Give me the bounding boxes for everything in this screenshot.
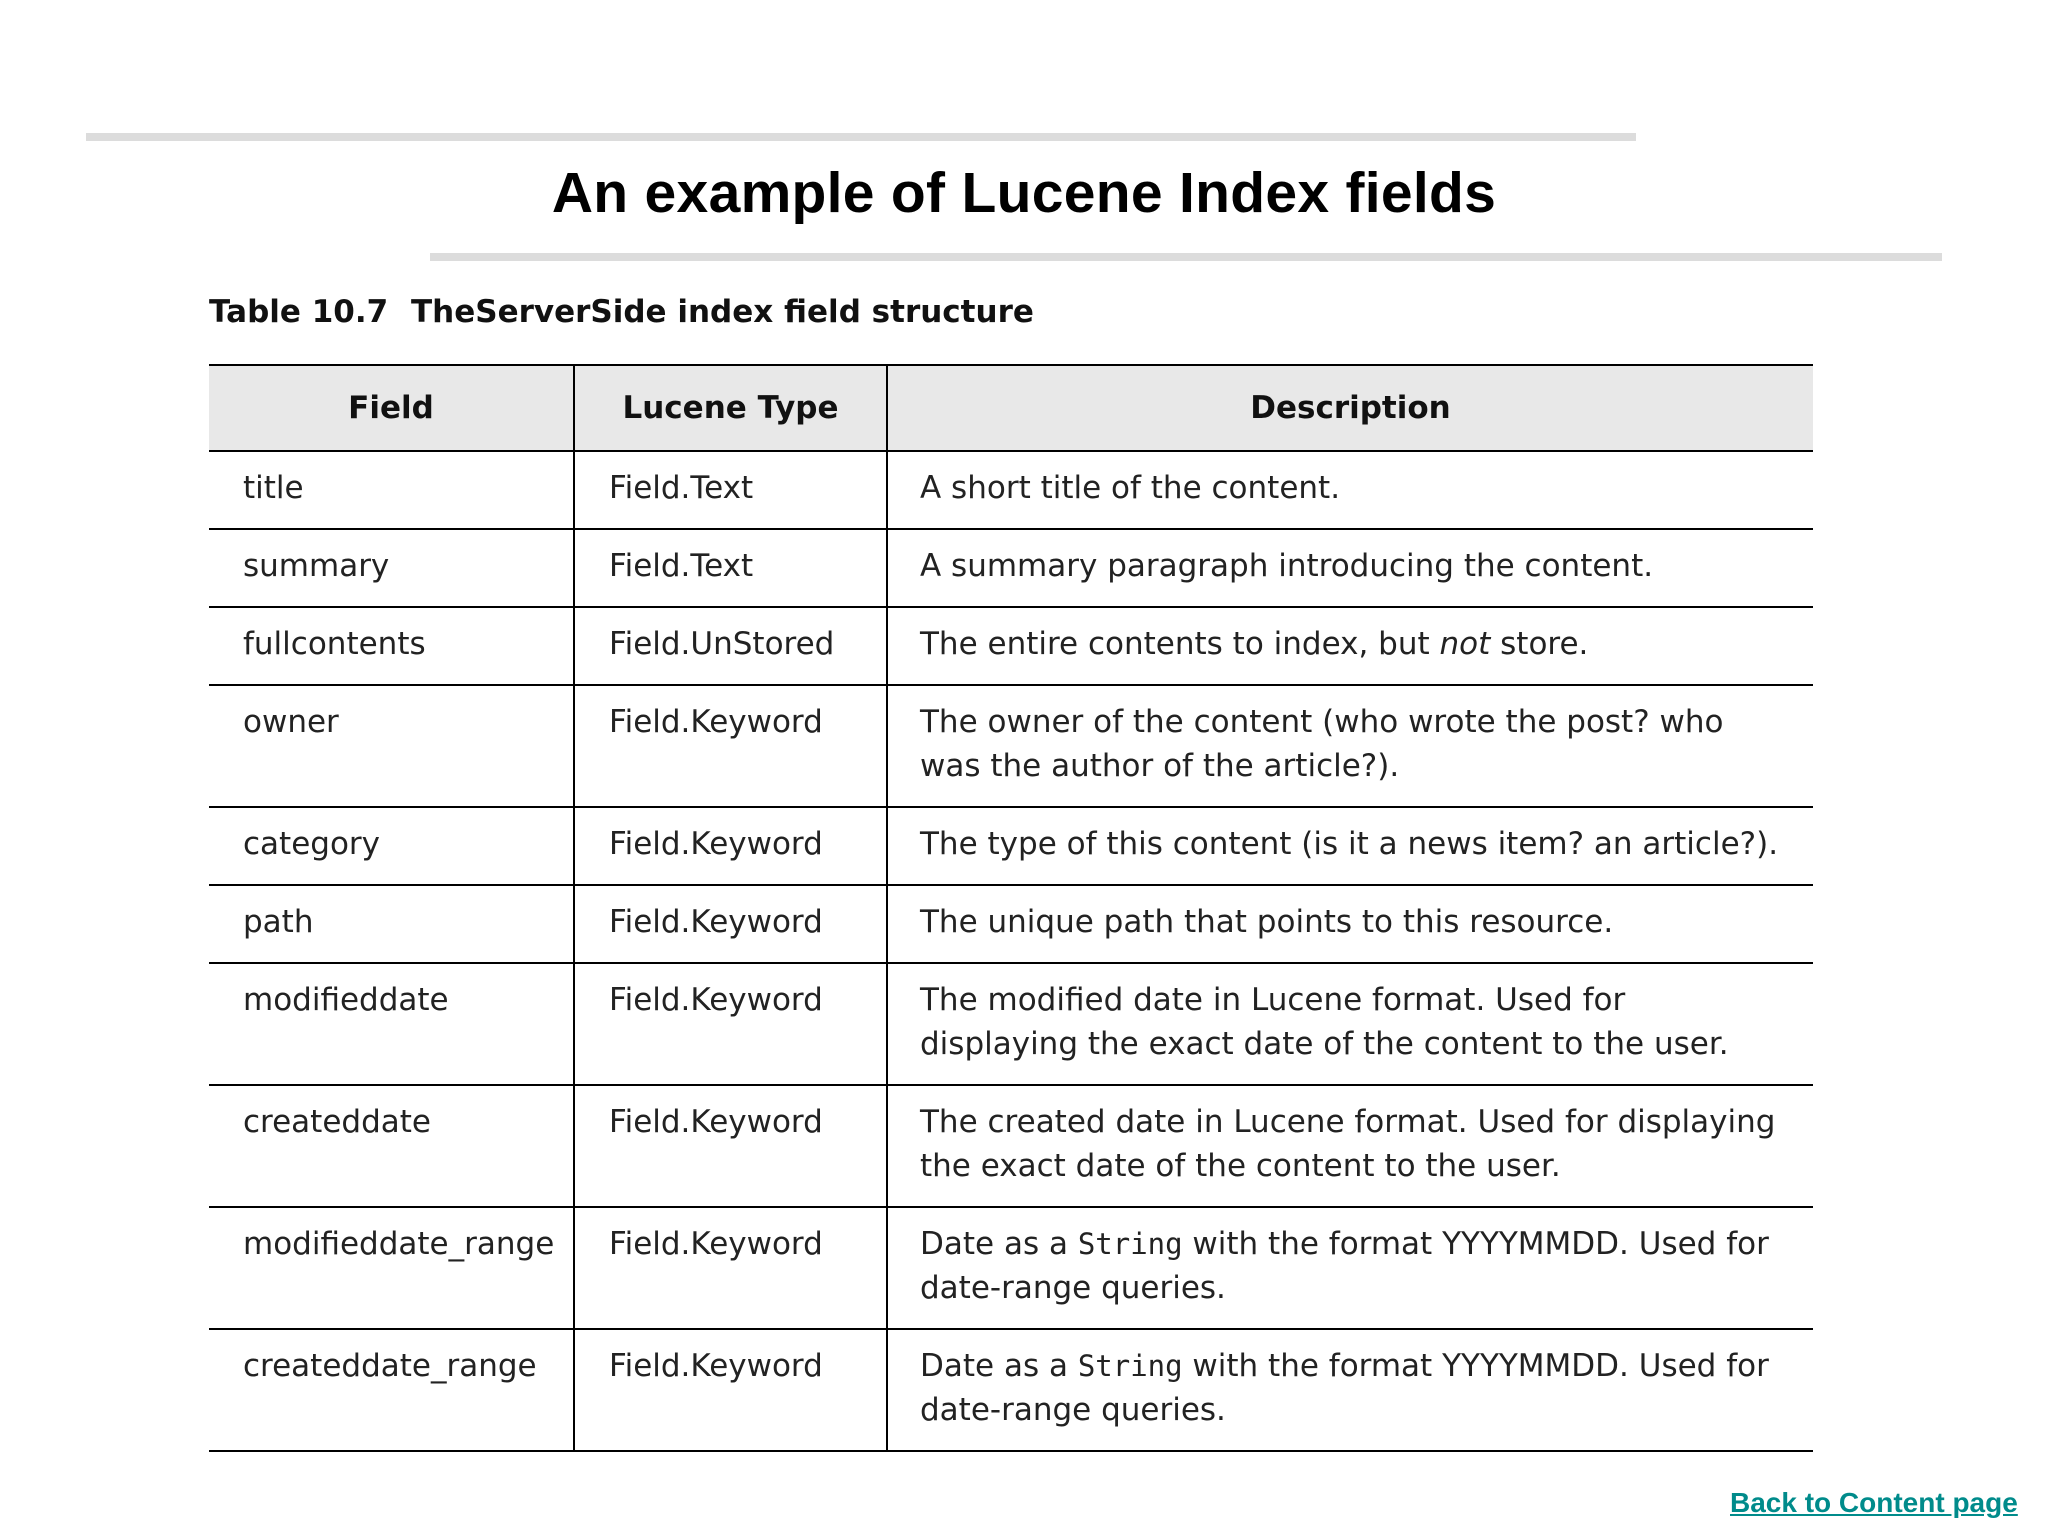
field-cell: path xyxy=(209,885,574,963)
top-divider xyxy=(86,133,1636,141)
field-cell: createddate_range xyxy=(209,1329,574,1451)
description-cell xyxy=(887,1207,1813,1329)
field-cell: modifieddate_range xyxy=(209,1207,574,1329)
description-text: Date as a xyxy=(920,1348,1078,1384)
header-description: Description xyxy=(887,365,1813,451)
back-to-content-link[interactable]: Back to Content page xyxy=(1730,1487,2018,1518)
type-cell: Field.Text xyxy=(574,529,887,607)
description-cell: A short title of the content. xyxy=(887,451,1813,529)
field-cell: title xyxy=(209,451,574,529)
type-cell: Field.Keyword xyxy=(574,1085,887,1207)
description-text: store. xyxy=(1490,626,1589,662)
table-row xyxy=(209,685,1813,807)
table-header-row xyxy=(209,365,1813,451)
description-cell: The created date in Lucene format. Used for displaying the exact date of the content to the user. xyxy=(887,1085,1813,1207)
type-cell: Field.UnStored xyxy=(574,607,887,685)
field-cell: modifieddate xyxy=(209,963,574,1085)
table-row xyxy=(209,1085,1813,1207)
description-cell: The unique path that points to this resource. xyxy=(887,885,1813,963)
field-cell: summary xyxy=(209,529,574,607)
type-cell: Field.Keyword xyxy=(574,807,887,885)
table-caption xyxy=(209,294,1034,330)
type-cell: Field.Keyword xyxy=(574,885,887,963)
field-cell: fullcontents xyxy=(209,607,574,685)
table-row xyxy=(209,607,1813,685)
description-text: Date as a xyxy=(920,1226,1078,1262)
table-row xyxy=(209,451,1813,529)
type-cell: Field.Keyword xyxy=(574,685,887,807)
description-code: String xyxy=(1077,1227,1183,1261)
type-cell: Field.Keyword xyxy=(574,963,887,1085)
type-cell: Field.Keyword xyxy=(574,1329,887,1451)
title-divider xyxy=(430,253,1942,261)
table-caption-title: TheServerSide index field structure xyxy=(411,294,1034,330)
description-code: String xyxy=(1077,1349,1183,1383)
field-cell: owner xyxy=(209,685,574,807)
index-field-table xyxy=(209,364,1813,1452)
description-emphasis: not xyxy=(1439,626,1491,662)
description-cell: The owner of the content (who wrote the post? who was the author of the article?). xyxy=(887,685,1813,807)
table-row xyxy=(209,1207,1813,1329)
description-cell: A summary paragraph introducing the content. xyxy=(887,529,1813,607)
header-field: Field xyxy=(209,365,574,451)
description-text: with the format YYYYMMDD. Used for date-range queries. xyxy=(920,1348,1769,1428)
description-text: with the format YYYYMMDD. Used for date-range queries. xyxy=(920,1226,1769,1306)
description-cell: The type of this content (is it a news item? an article?). xyxy=(887,807,1813,885)
description-cell: The modified date in Lucene format. Used for displaying the exact date of the content to the user. xyxy=(887,963,1813,1085)
header-lucene-type: Lucene Type xyxy=(574,365,887,451)
table-caption-number: Table 10.7 xyxy=(209,294,389,330)
description-text: The entire contents to index, but xyxy=(920,626,1440,662)
table-row xyxy=(209,963,1813,1085)
field-cell: category xyxy=(209,807,574,885)
type-cell: Field.Text xyxy=(574,451,887,529)
slide-title: An example of Lucene Index fields xyxy=(551,161,1497,225)
description-cell xyxy=(887,607,1813,685)
table-row xyxy=(209,529,1813,607)
table-row xyxy=(209,885,1813,963)
table-row xyxy=(209,1329,1813,1451)
type-cell: Field.Keyword xyxy=(574,1207,887,1329)
description-cell xyxy=(887,1329,1813,1451)
table-row xyxy=(209,807,1813,885)
field-cell: createddate xyxy=(209,1085,574,1207)
